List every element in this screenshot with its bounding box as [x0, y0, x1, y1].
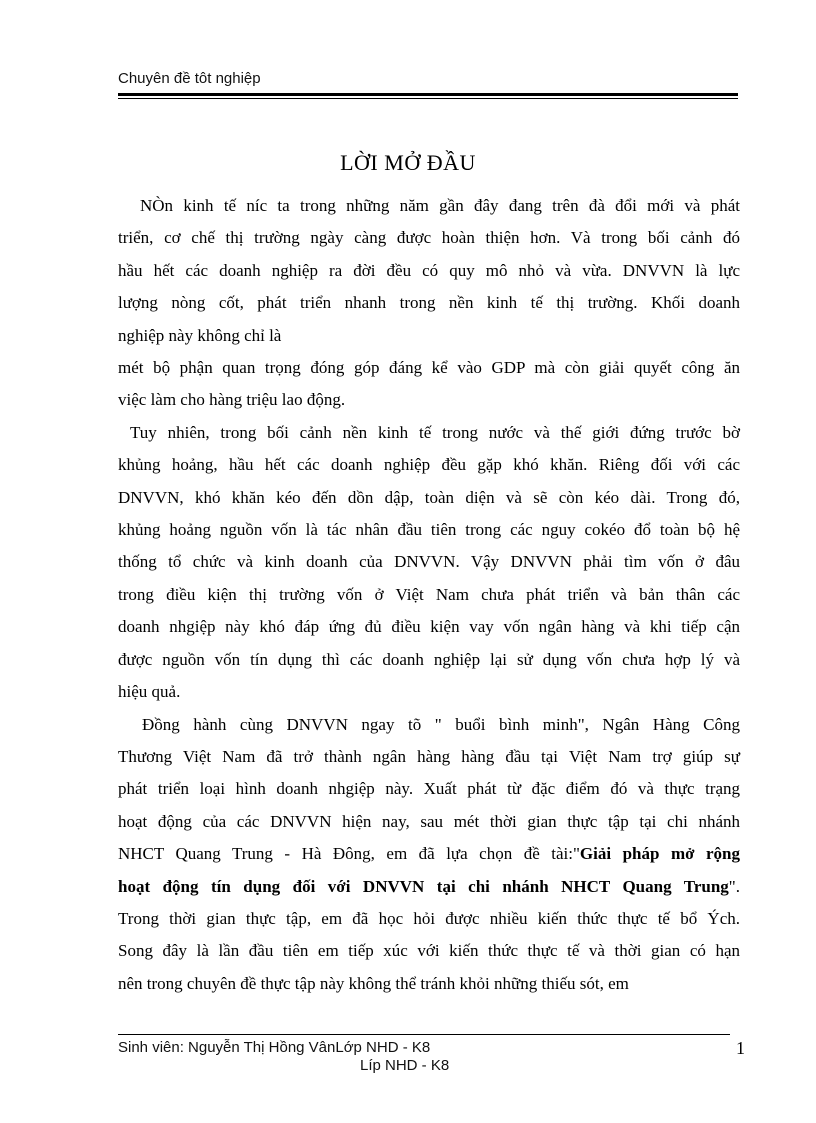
text-line: Trong thời gian thực tập, em đã học hỏi được nhiều kiến thức thực tế bổ Ých.: [118, 908, 740, 928]
text-line: được nguồn vốn tín dụng thì các doanh nghiệp lại sử dụng vốn chưa hợp lý và: [118, 649, 740, 669]
document-title: LỜI MỞ ĐẦU: [340, 150, 476, 175]
paragraph-3: [118, 709, 740, 1001]
text-line: Thương Việt Nam đã trở thành ngân hàng hàng đầu tại Việt Nam trợ giúp sự: [118, 746, 740, 766]
text-line: phát triển loại hình doanh nhgiệp này. Xuất phát từ đặc điểm đó và thực trạng: [118, 779, 740, 799]
text-line: lượng nòng cốt, phát triển nhanh trong nền kinh tế thị trường. Khối doanh: [118, 293, 740, 313]
topic-suffix: ".: [728, 876, 740, 896]
text-line: hiệu quả.: [118, 682, 181, 702]
text-line: khủng hoảng, hầu hết các doanh nghiệp đều gặp khó khăn. Riêng đối với các: [118, 455, 740, 475]
text-line: Tuy nhiên, trong bối cảnh nền kinh tế trong nước và thế giới đứng trước bờ: [130, 422, 740, 442]
document-body: [118, 190, 740, 1000]
topic-title-part-2: hoạt động tín dụng đối với DNVVN tại chi nhánh NHCT Quang Trung: [118, 876, 729, 896]
text-line: Đồng hành cùng DNVVN ngay tõ " buổi bình minh", Ngân Hàng Công: [142, 714, 740, 734]
footer-class: Líp NHD - K8: [360, 1057, 450, 1074]
text-line: NÒn kinh tế níc ta trong những năm gần đây đang trên đà đổi mới và phát: [140, 196, 740, 215]
paragraph-1: [118, 190, 740, 417]
text-line: mét bộ phận quan trọng đóng góp đáng kể vào GDP mà còn giải quyết công ăn: [118, 358, 740, 378]
footer-student: Sinh viên: Nguyễn Thị Hồng VânLớp NHD - K8: [118, 1039, 431, 1056]
text-line: triển, cơ chế thị trường ngày càng được hoàn thiện hơn. Và trong bối cảnh đó: [118, 228, 740, 248]
text-line-topic: [118, 838, 740, 870]
header-title: Chuyên đề tôt nghiệp: [118, 70, 261, 87]
text-line: doanh nhgiệp này khó đáp ứng đủ điều kiện vay vốn ngân hàng và khi tiếp cận: [118, 617, 740, 637]
topic-title-part-1: Giải pháp mở rộng: [579, 844, 741, 864]
paragraph-2: [118, 417, 740, 709]
text-line: thống tổ chức và kinh doanh của DNVVN. Vậy DNVVN phải tìm vốn ở đâu: [118, 552, 740, 572]
text-line: nghiệp này không chỉ là: [118, 325, 282, 345]
text-line: việc làm cho hàng triệu lao động.: [118, 390, 346, 410]
header-rule-thick: [118, 93, 738, 96]
text-line: trong điều kiện thị trường vốn ở Việt Nam chưa phát triển và bản thân các: [118, 584, 740, 604]
text-line-topic: [118, 871, 740, 903]
footer-rule: [118, 1034, 730, 1035]
text-line: nên trong chuyên đề thực tập này không thể tránh khỏi những thiếu sót, em: [118, 973, 629, 993]
text-line: hầu hết các doanh nghiệp ra đời đều có quy mô nhỏ và vừa. DNVVN là lực: [118, 260, 740, 280]
text-line: Song đây là lần đầu tiên em tiếp xúc với kiến thức thực tế và thời gian có hạn: [118, 941, 740, 961]
text-line: khủng hoảng nguồn vốn là tác nhân đầu tiên trong các nguy cokéo đổ toàn bộ hệ: [118, 520, 740, 540]
topic-prefix: NHCT Quang Trung - Hà Đông, em đã lựa chọn đề tài:": [118, 844, 580, 864]
header-rule-thin: [118, 98, 738, 99]
text-line: DNVVN, khó khăn kéo đến dồn dập, toàn diện và sẽ còn kéo dài. Trong đó,: [118, 487, 740, 507]
page-number: 1: [736, 1038, 745, 1058]
text-line: hoạt động của các DNVVN hiện nay, sau mét thời gian thực tập tại chi nhánh: [118, 811, 740, 831]
